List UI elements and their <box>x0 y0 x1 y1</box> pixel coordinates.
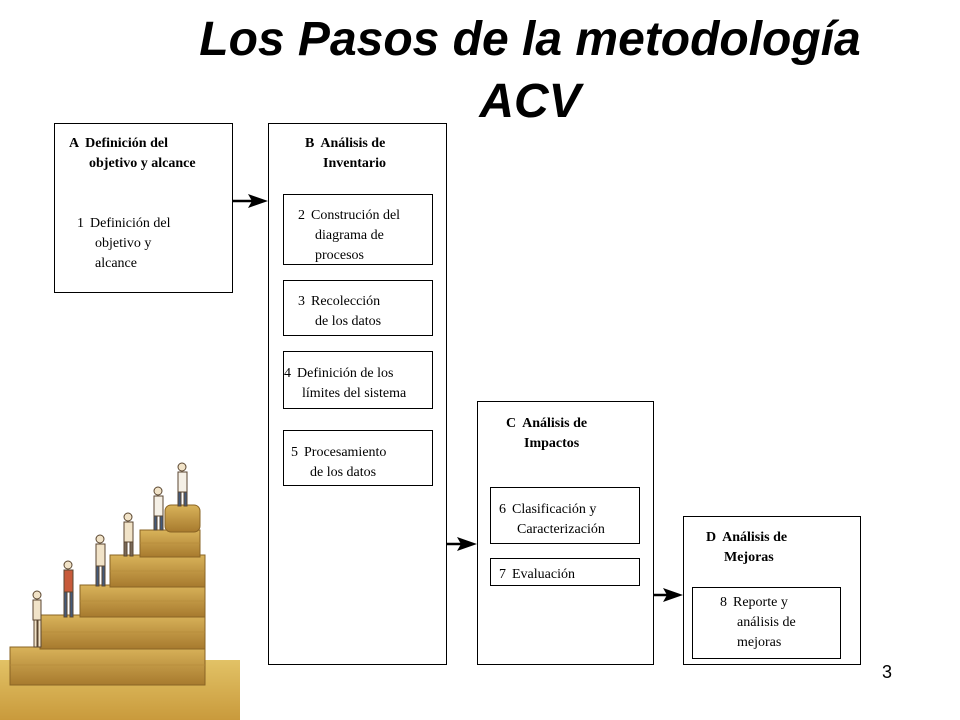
step-6-line-1: Clasificación y <box>512 502 597 517</box>
arrow-b-to-c <box>447 537 477 551</box>
step-2-line-1: Construción del <box>311 208 401 223</box>
step-5-number: 5 <box>291 445 298 460</box>
phase-d-title-line-1: Análisis de <box>722 530 788 545</box>
step-8-line-2: análisis de <box>737 615 796 630</box>
page-number: 3 <box>882 662 893 682</box>
step-3-line-2: de los datos <box>315 314 382 329</box>
arrow-c-to-d <box>654 588 683 602</box>
step-3-number: 3 <box>298 294 305 309</box>
phase-d-letter: D <box>706 530 717 545</box>
step-4-line-1: Definición de los <box>297 366 394 381</box>
phase-b-title-line-1: Análisis de <box>320 136 386 151</box>
step-8-line-3: mejoras <box>737 635 782 650</box>
step-8-line-1: Reporte y <box>733 595 788 610</box>
step-6-line-2: Caracterización <box>517 522 605 537</box>
step-2-line-3: procesos <box>315 248 364 263</box>
arrow-a-to-b <box>233 194 268 208</box>
step-2-line-2: diagrama de <box>315 228 384 243</box>
step-3-line-1: Recolección <box>311 294 381 309</box>
slide-title-line-1: Los Pasos de la metodología <box>199 13 861 66</box>
step-5-line-2: de los datos <box>310 465 377 480</box>
phase-b-title-line-2: Inventario <box>323 156 386 171</box>
step-8-number: 8 <box>720 595 727 610</box>
phase-a-title-line-2: objetivo y alcance <box>89 156 196 171</box>
step-7-number: 7 <box>499 567 506 582</box>
phase-a-title-line-1: Definición del <box>85 136 168 151</box>
phase-b-letter: B <box>305 136 315 151</box>
step-4-number: 4 <box>284 366 291 381</box>
phase-c-letter: C <box>506 416 517 431</box>
step-4-line-2: límites del sistema <box>302 386 407 401</box>
phase-d-title-line-2: Mejoras <box>724 550 774 565</box>
step-5-line-1: Procesamiento <box>304 445 387 460</box>
step-1-line-1: Definición del <box>90 216 171 231</box>
step-1-line-3: alcance <box>95 256 137 271</box>
step-2-number: 2 <box>298 208 305 223</box>
step-6-number: 6 <box>499 502 506 517</box>
phase-c-title-line-1: Análisis de <box>522 416 588 431</box>
slide-title-line-2: ACV <box>479 75 581 128</box>
step-7-line-1: Evaluación <box>512 567 575 582</box>
step-1-number: 1 <box>77 216 84 231</box>
hay-bales-climbers-image <box>0 455 240 720</box>
phase-a-letter: A <box>69 136 80 151</box>
phase-c-title-line-2: Impactos <box>524 436 580 451</box>
step-1-line-2: objetivo y <box>95 236 152 251</box>
